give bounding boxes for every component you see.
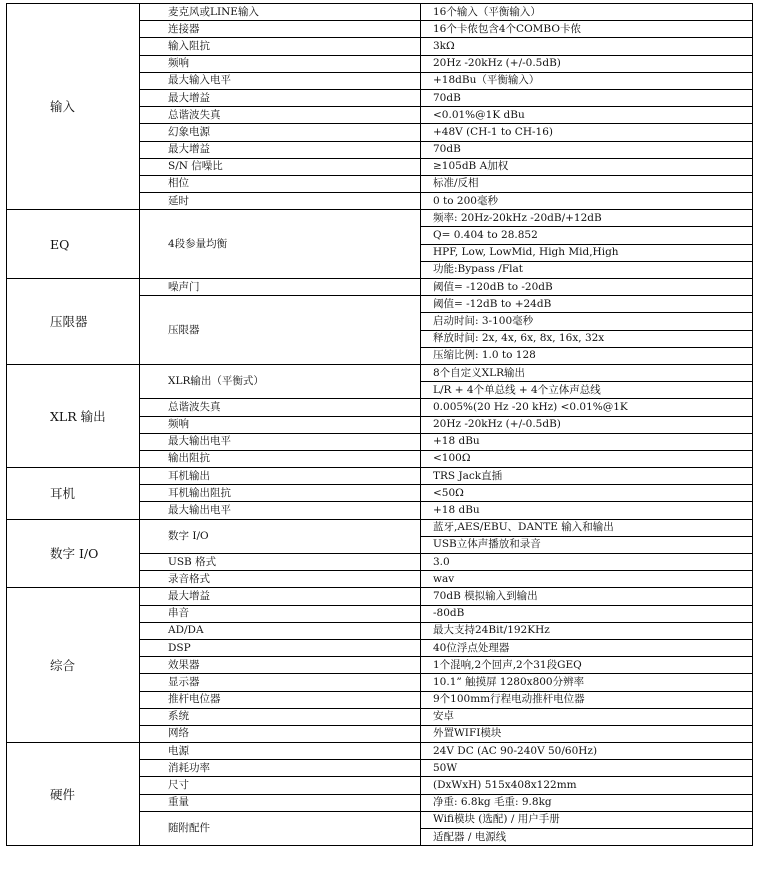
spec-item-cell: 输出阻抗 [140,450,421,467]
table-row [7,588,753,605]
spec-item-cell: 总谐波失真 [140,107,421,124]
spec-value-cell: 70dB [421,89,753,106]
spec-value-cell: 适配器 / 电源线 [421,829,753,846]
table-row [7,4,753,21]
spec-item-cell: 频响 [140,55,421,72]
spec-item-cell: S/N 信噪比 [140,158,421,175]
spec-item-cell: USB 格式 [140,554,421,571]
spec-value-cell: 9个100mm行程电动推杆电位器 [421,691,753,708]
spec-value-cell: +18dBu（平衡输入） [421,72,753,89]
spec-item-cell: 最大增益 [140,141,421,158]
spec-item-cell: 系统 [140,708,421,725]
category-cell: 耳机 [7,468,140,520]
spec-table-body [7,4,753,846]
spec-value-cell: (DxWxH) 515x408x122mm [421,777,753,794]
spec-item-cell: 显示器 [140,674,421,691]
spec-item-cell: XLR输出（平衡式） [140,364,421,398]
spec-value-cell: 20Hz -20kHz (+/-0.5dB) [421,55,753,72]
spec-item-cell: 相位 [140,175,421,192]
spec-value-cell: 蓝牙,AES/EBU、DANTE 输入和输出 [421,519,753,536]
spec-item-cell: 连接器 [140,21,421,38]
spec-item-cell: 压限器 [140,296,421,365]
spec-item-cell: 重量 [140,794,421,811]
table-row [7,519,753,536]
spec-value-cell: 启动时间: 3-100毫秒 [421,313,753,330]
category-cell: 硬件 [7,743,140,846]
spec-value-cell: +18 dBu [421,502,753,519]
spec-item-cell: 录音格式 [140,571,421,588]
spec-value-cell: -80dB [421,605,753,622]
spec-item-cell: 推杆电位器 [140,691,421,708]
spec-value-cell: <50Ω [421,485,753,502]
spec-value-cell: wav [421,571,753,588]
spec-value-cell: 阈值= -120dB to -20dB [421,279,753,296]
table-row [7,279,753,296]
spec-table [6,3,753,846]
spec-value-cell: 1个混响,2个回声,2个31段GEQ [421,657,753,674]
spec-item-cell: DSP [140,639,421,656]
spec-value-cell: 频率: 20Hz-20kHz -20dB/+12dB [421,210,753,227]
table-row [7,743,753,760]
spec-value-cell: 功能:Bypass /Flat [421,261,753,278]
spec-item-cell: 最大增益 [140,588,421,605]
spec-item-cell: 噪声门 [140,279,421,296]
spec-value-cell: 释放时间: 2x, 4x, 6x, 8x, 16x, 32x [421,330,753,347]
spec-item-cell: 最大输出电平 [140,433,421,450]
spec-value-cell: 安卓 [421,708,753,725]
spec-value-cell: 16个输入（平衡输入） [421,4,753,21]
spec-value-cell: 净重: 6.8kg 毛重: 9.8kg [421,794,753,811]
spec-value-cell: 阈值= -12dB to +24dB [421,296,753,313]
spec-value-cell: USB立体声播放和录音 [421,536,753,553]
table-row [7,468,753,485]
category-cell: 综合 [7,588,140,743]
spec-value-cell: 16个卡侬包含4个COMBO卡侬 [421,21,753,38]
spec-value-cell: 压缩比例: 1.0 to 128 [421,347,753,364]
category-cell: XLR 输出 [7,364,140,467]
spec-value-cell: 标准/反相 [421,175,753,192]
spec-item-cell: 消耗功率 [140,760,421,777]
spec-item-cell: 耳机输出 [140,468,421,485]
spec-value-cell: 70dB [421,141,753,158]
spec-item-cell: 数字 I/O [140,519,421,553]
spec-value-cell: <0.01%@1K dBu [421,107,753,124]
spec-value-cell: 最大支持24Bit/192KHz [421,622,753,639]
table-row [7,364,753,381]
spec-item-cell: 耳机输出阻抗 [140,485,421,502]
spec-value-cell: +48V (CH-1 to CH-16) [421,124,753,141]
spec-value-cell: 0.005%(20 Hz -20 kHz) <0.01%@1K [421,399,753,416]
spec-item-cell: 最大输出电平 [140,502,421,519]
spec-value-cell: 24V DC (AC 90-240V 50/60Hz) [421,743,753,760]
category-cell: 数字 I/O [7,519,140,588]
spec-value-cell: HPF, Low, LowMid, High Mid,High [421,244,753,261]
spec-item-cell: 最大增益 [140,89,421,106]
spec-value-cell: 8个自定义XLR输出 [421,364,753,381]
spec-item-cell: 随附配件 [140,811,421,845]
spec-value-cell: 20Hz -20kHz (+/-0.5dB) [421,416,753,433]
spec-item-cell: 电源 [140,743,421,760]
spec-item-cell: 延时 [140,193,421,210]
table-row [7,210,753,227]
spec-item-cell: 频响 [140,416,421,433]
spec-item-cell: 效果器 [140,657,421,674]
spec-value-cell: ≥105dB A加权 [421,158,753,175]
spec-value-cell: Wifi模块 (选配) / 用户手册 [421,811,753,828]
spec-item-cell: 网络 [140,725,421,742]
spec-value-cell: <100Ω [421,450,753,467]
spec-item-cell: AD/DA [140,622,421,639]
category-cell: 压限器 [7,279,140,365]
spec-value-cell: 3kΩ [421,38,753,55]
spec-value-cell: 50W [421,760,753,777]
spec-value-cell: 70dB 模拟输入到输出 [421,588,753,605]
spec-value-cell: 3.0 [421,554,753,571]
spec-item-cell: 尺寸 [140,777,421,794]
spec-value-cell: 外置WIFI模块 [421,725,753,742]
spec-value-cell: Q= 0.404 to 28.852 [421,227,753,244]
category-cell: EQ [7,210,140,279]
spec-item-cell: 输入阻抗 [140,38,421,55]
spec-value-cell: TRS Jack直插 [421,468,753,485]
spec-item-cell: 最大输入电平 [140,72,421,89]
spec-value-cell: L/R + 4个单总线 + 4个立体声总线 [421,382,753,399]
category-cell: 输入 [7,4,140,210]
spec-value-cell: 10.1” 触摸屏 1280x800分辨率 [421,674,753,691]
spec-item-cell: 总谐波失真 [140,399,421,416]
spec-item-cell: 幻象电源 [140,124,421,141]
spec-value-cell: +18 dBu [421,433,753,450]
spec-value-cell: 0 to 200毫秒 [421,193,753,210]
spec-value-cell: 40位浮点处理器 [421,639,753,656]
spec-item-cell: 4段参量均衡 [140,210,421,279]
spec-item-cell: 麦克风或LINE输入 [140,4,421,21]
spec-item-cell: 串音 [140,605,421,622]
